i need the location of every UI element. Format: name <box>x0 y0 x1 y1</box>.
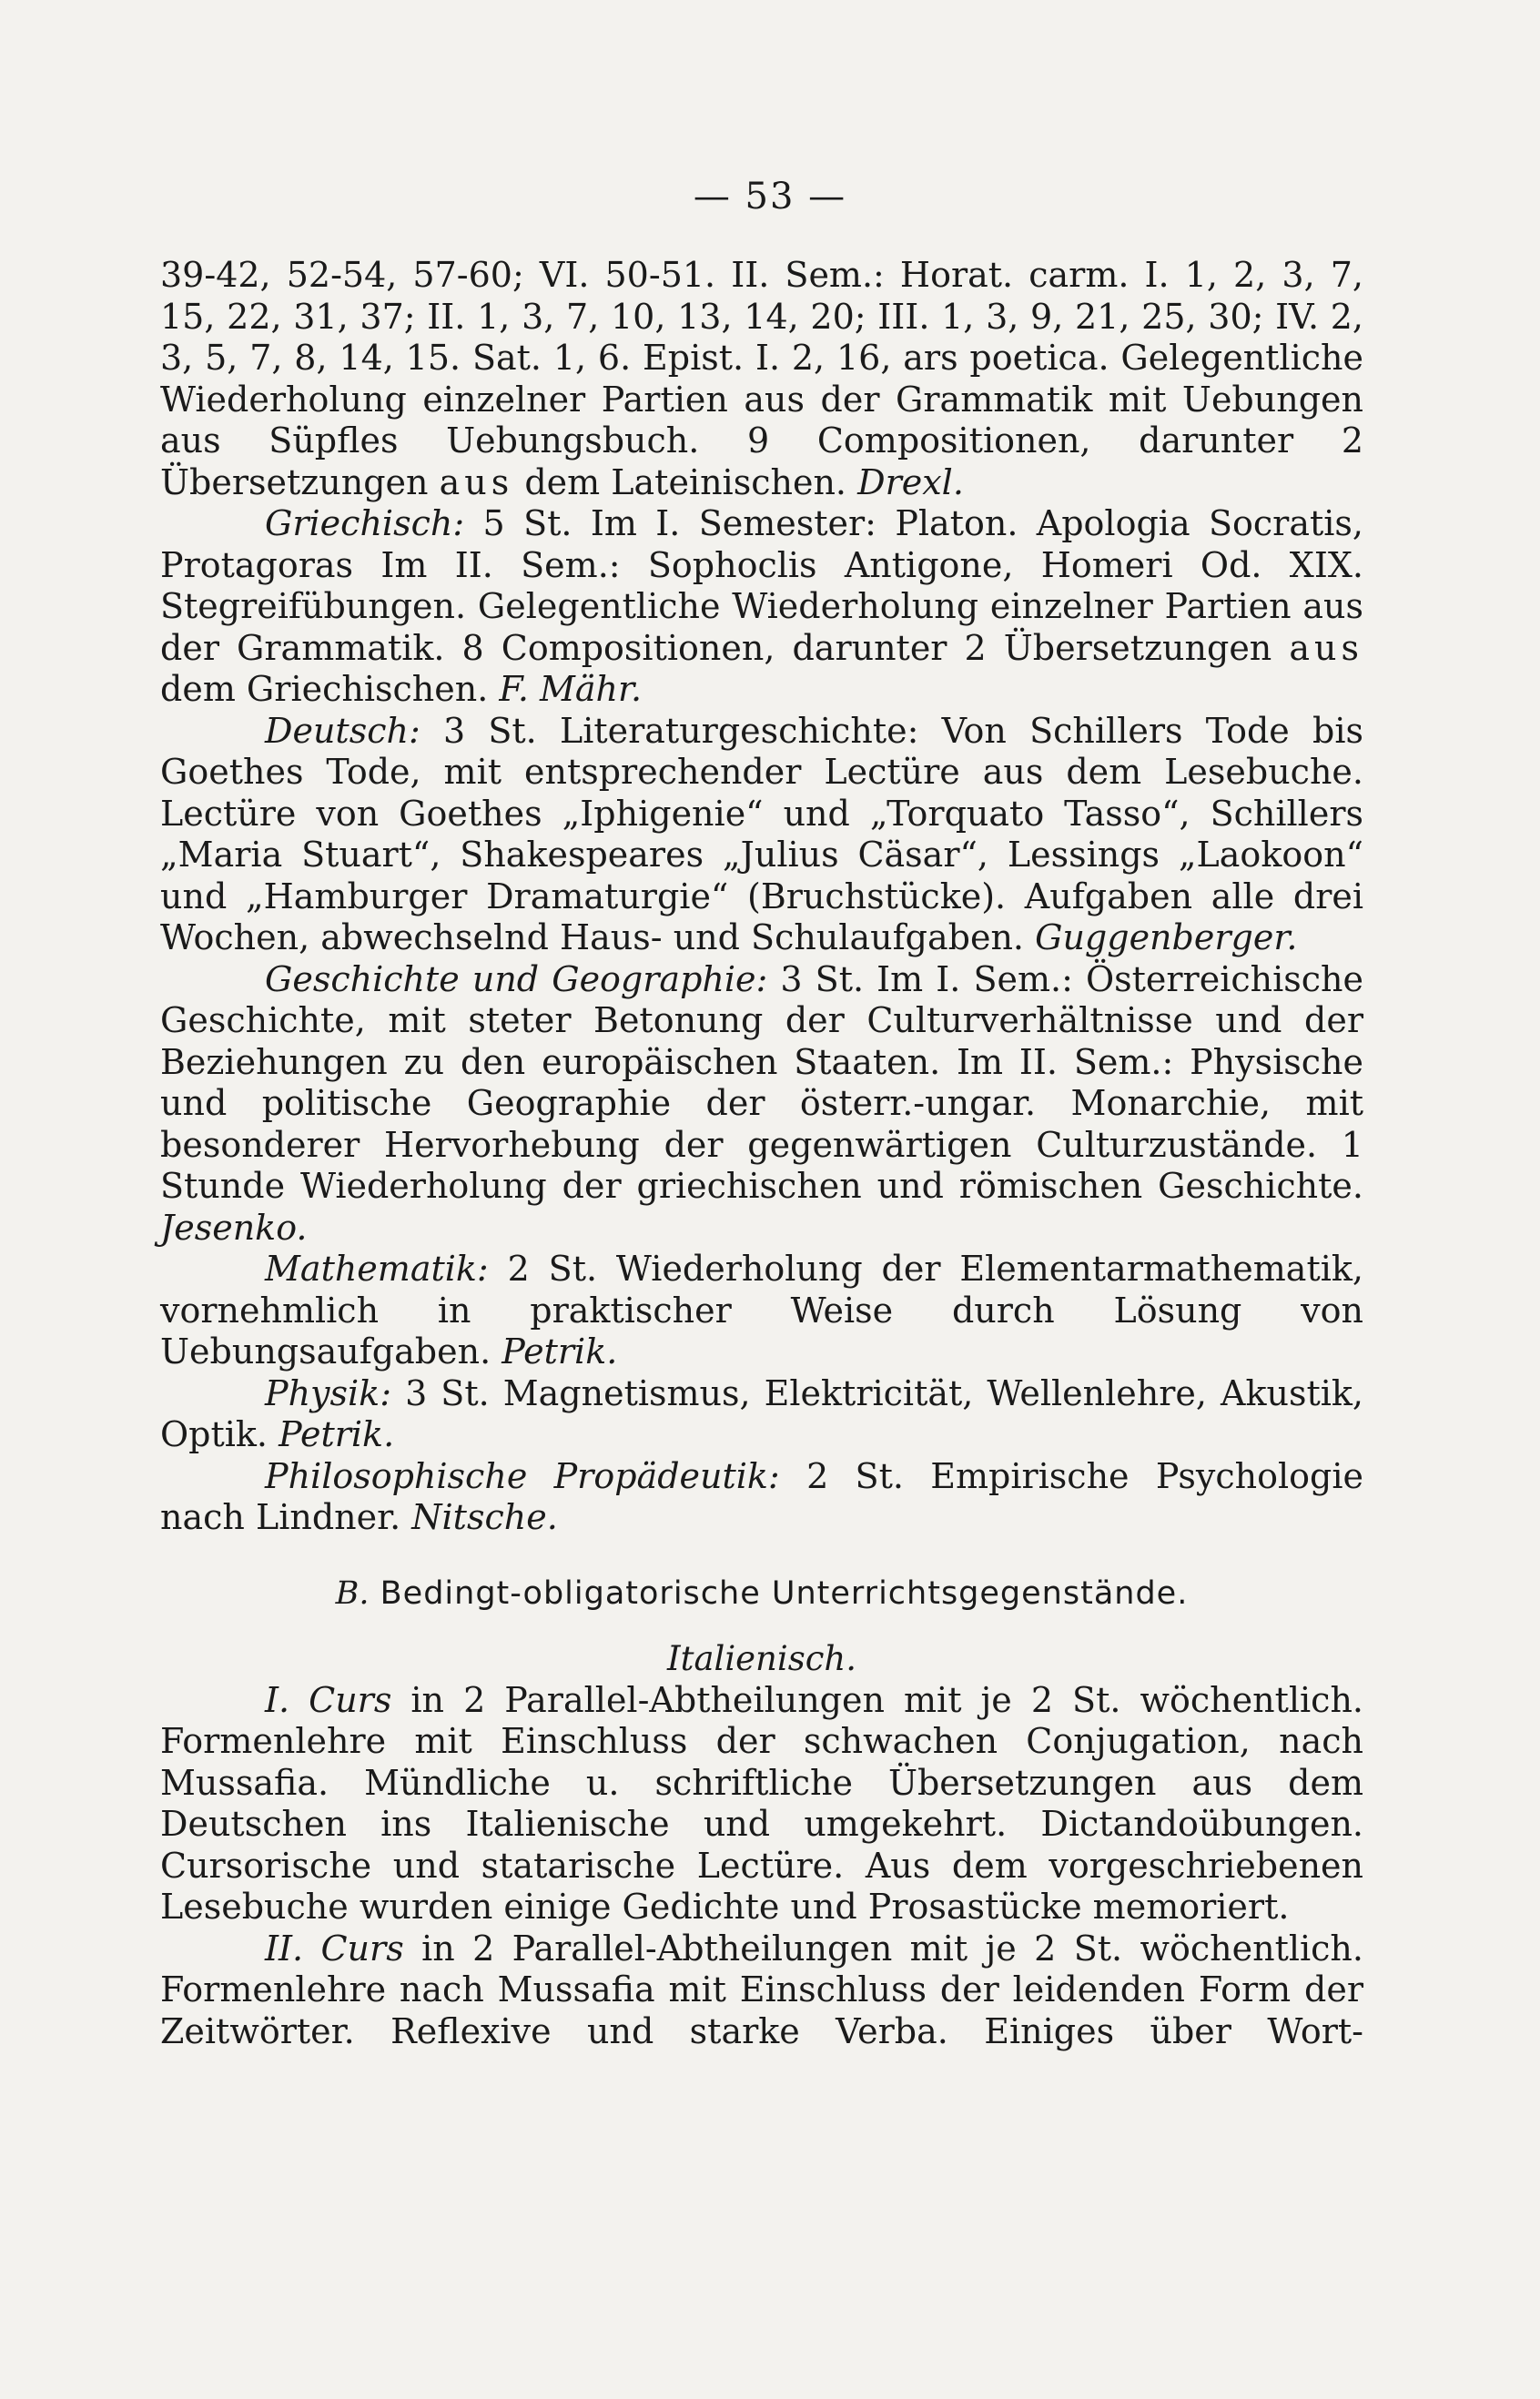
sub-heading-italienisch: Italienisch. <box>666 1639 857 1678</box>
body-text <box>160 255 1363 2052</box>
paragraph-geschichte <box>160 959 1363 1250</box>
deutsch-author: Guggenberger. <box>1035 917 1298 957</box>
mathematik-subject: Mathematik: <box>265 1249 489 1289</box>
physik-author: Petrik. <box>279 1414 395 1454</box>
griechisch-text-end: dem Griechischen. <box>160 669 489 709</box>
paragraph-deutsch <box>160 711 1363 959</box>
paragraph-mathematik <box>160 1249 1363 1373</box>
paragraph-italienisch-2 <box>160 1928 1363 2053</box>
section-heading <box>160 1574 1363 1615</box>
griechisch-text: 5 St. Im I. Semester: Platon. Apologia Socratis, Protagoras Im II. Sem.: Sophoclis Antigone, Homeri Od. XIX. Stegreifübungen. Gelegentliche Wiederholung einzelner Partien aus der Grammatik. 8 Compositionen, darunter 2 Übersetzungen <box>160 503 1363 668</box>
griechisch-subject: Griechisch: <box>265 503 465 543</box>
latin-text-end: dem Lateinischen. <box>524 461 847 502</box>
curs-2-text: in 2 Parallel-Abtheilungen mit je 2 St. wöchentlich. Formenlehre nach Mussafia mit Einschluss der leidenden Form der Zeitwörter. Reflexive und starke Verba. Einiges über Wort- <box>160 1928 1363 2051</box>
philosophie-author: Nitsche. <box>411 1497 558 1537</box>
philosophie-subject: Philosophische Propädeutik: <box>265 1455 780 1496</box>
mathematik-text: 2 St. Wiederholung der Elementarmathematik, vornehmlich in praktischer Weise durch Lösung von Uebungsaufgaben. <box>160 1249 1363 1372</box>
curs-1-text: in 2 Parallel-Abtheilungen mit je 2 St. wöchentlich. Formenlehre mit Einschluss der schwachen Conjugation, nach Mussafia. Mündliche u. schriftliche Übersetzungen aus dem Deutschen ins Italienische und umgekehrt. Dictandoübungen. Cursorische und statarische Lectüre. Aus dem vorgeschriebenen Lesebuche wurden einige Gedichte und Prosastücke memoriert. <box>160 1679 1363 1927</box>
deutsch-text: 3 St. Literaturgeschichte: Von Schillers Tode bis Goethes Tode, mit entsprechender Lectüre aus dem Lesebuche. Lectüre von Goethes „Iphigenie“ und „Torquato Tasso“, Schillers „Maria Stuart“, Shakespeares „Julius Cäsar“, Lessings „Laokoon“ und „Hamburger Dramaturgie“ (Bruchstücke). Aufgaben alle drei Wochen, abwechselnd Haus- und Schulaufgaben. <box>160 710 1363 957</box>
latin-text: 39-42, 52-54, 57-60; VI. 50-51. II. Sem.: Horat. carm. I. 1, 2, 3, 7, 15, 22, 31, 37; II. 1, 3, 7, 10, 13, 14, 20; III. 1, 3, 9, 21, 25, 30; IV. 2, 3, 5, 7, 8, 14, 15. Sat. 1, 6. Epist. I. 2, 16, ars poetica. Gelegentliche Wiederholung einzelner Partien aus der Grammatik mit Uebungen aus Süpfles Uebungsbuch. 9 Compositionen, darunter 2 Übersetzungen <box>160 255 1363 502</box>
curs-2-label: II. Curs <box>265 1928 404 1969</box>
geschichte-text: 3 St. Im I. Sem.: Österreichische Geschichte, mit steter Betonung der Culturverhältnisse und der Beziehungen zu den europäischen Staaten. Im II. Sem.: Physische und politische Geographie der österr.-ungar. Monarchie, mit besonderer Hervorhebung der gegenwärtigen Culturzustände. 1 Stunde Wiederholung der griechischen und römischen Geschichte. <box>160 958 1364 1206</box>
paragraph-physik <box>160 1373 1363 1456</box>
griechisch-author: F. Mähr. <box>499 669 643 709</box>
section-label: B. <box>335 1574 370 1612</box>
mathematik-author: Petrik. <box>502 1331 618 1372</box>
geschichte-author: Jesenko. <box>160 1207 308 1248</box>
page-number: — 53 — <box>693 176 847 218</box>
philosophie-text: 2 St. Empirische Psychologie nach Lindner. <box>160 1455 1363 1537</box>
geschichte-subject: Geschichte und Geographie: <box>265 958 768 999</box>
paragraph-griechisch <box>160 503 1363 711</box>
latin-spaced-word: aus <box>439 461 514 502</box>
deutsch-subject: Deutsch: <box>265 710 420 751</box>
curs-1-label: I. Curs <box>265 1679 392 1720</box>
paragraph-italienisch-1 <box>160 1680 1363 1928</box>
griechisch-spaced-word: aus <box>1289 627 1363 668</box>
physik-text: 3 St. Magnetismus, Elektricität, Wellenlehre, Akustik, Optik. <box>160 1372 1363 1454</box>
paragraph-latin <box>160 255 1363 503</box>
physik-subject: Physik: <box>265 1372 391 1413</box>
latin-author: Drexl. <box>857 461 964 502</box>
section-title: Bedingt-obligatorische Unterrichtsgegenstände. <box>380 1574 1189 1612</box>
paragraph-philosophie <box>160 1456 1363 1539</box>
